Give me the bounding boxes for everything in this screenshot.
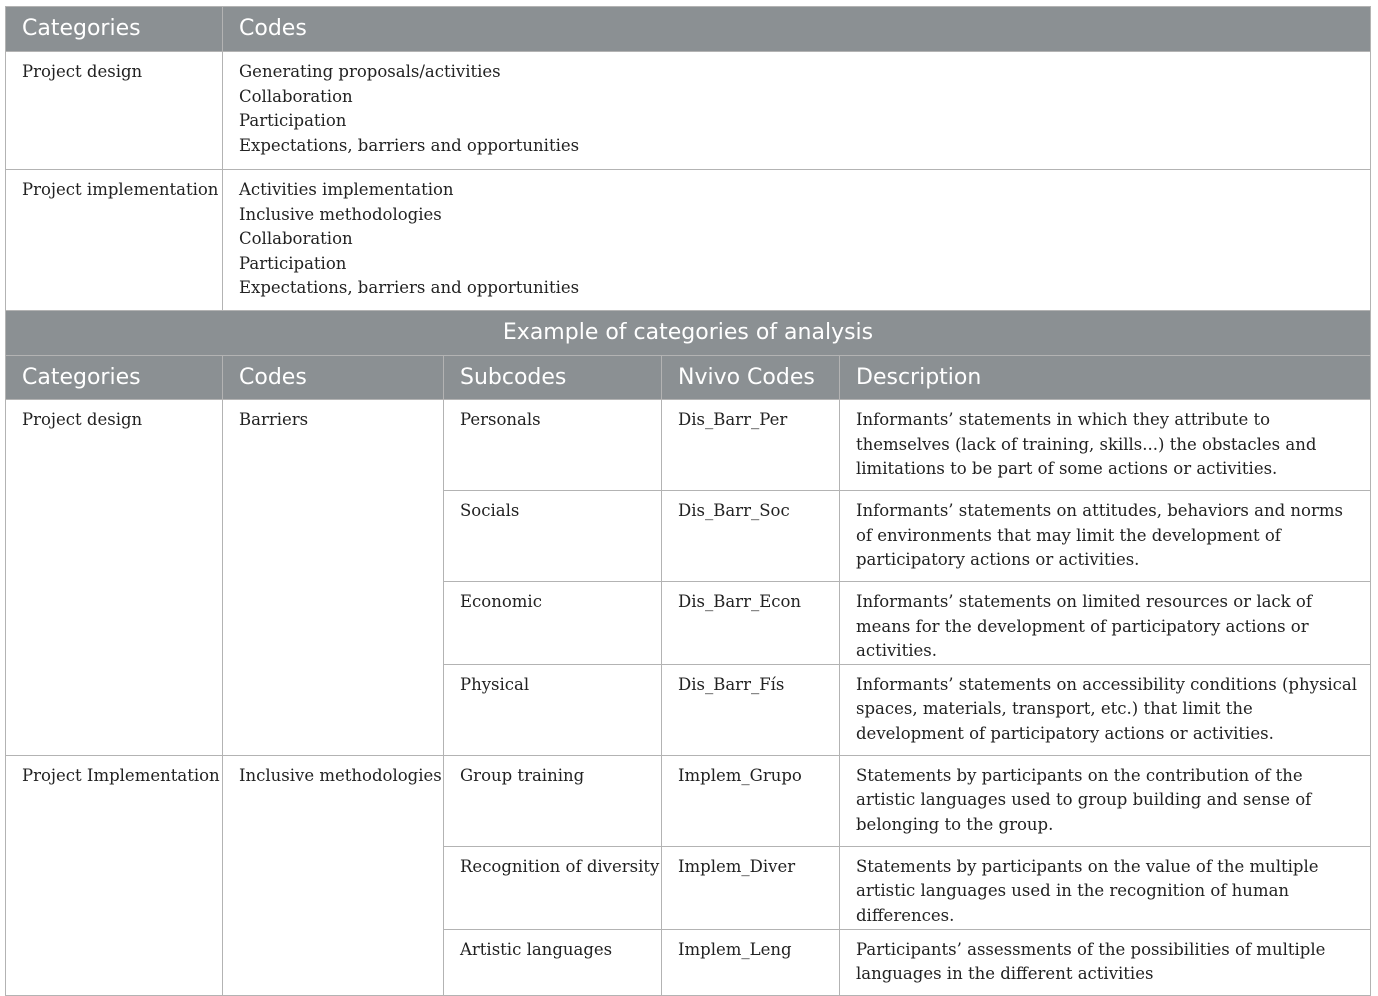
example-title-row [6,311,1371,356]
table-row [6,755,1371,846]
bottom-header-row [6,356,1371,400]
header-categories: Categories [6,356,223,400]
top-header-row [6,7,1371,52]
header-description: Description [840,356,1371,400]
code-cell: Barriers [223,400,444,756]
subcode-cell: Socials [444,491,662,582]
table-row [6,400,1371,491]
code-item: Expectations, barriers and opportunities [239,278,580,298]
header-subcodes: Subcodes [444,356,662,400]
code-item: Activities implementation [239,180,454,199]
code-item: Participation [239,253,347,273]
nvivo-code-cell: Implem_Diver [662,846,840,929]
nvivo-code-cell: Implem_Grupo [662,755,840,846]
header-categories: Categories [6,7,223,52]
nvivo-code-cell: Dis_Barr_Soc [662,491,840,582]
header-codes: Codes [223,7,1371,52]
code-item: Expectations, barriers and opportunities [239,135,580,155]
code-item: Participation [239,111,347,131]
subcode-cell: Physical [444,664,662,755]
category-cell: Project design [6,400,223,756]
codes-cell [223,170,1371,311]
category-cell: Project implementation [6,170,223,311]
description-cell: Participants’ assessments of the possibilities of multiple languages in the different activities [840,929,1371,995]
header-codes: Codes [223,356,444,400]
subcode-cell: Recognition of diversity [444,846,662,929]
description-cell: Informants’ statements on attitudes, behaviors and norms of environments that may limit the development of participatory actions or activities. [840,491,1371,582]
description-cell: Statements by participants on the value of the multiple artistic languages used in the recognition of human differences. [840,846,1371,929]
code-cell: Inclusive methodologies [223,755,444,995]
code-item: Generating proposals/activities [239,62,501,81]
table-row [6,52,1371,170]
description-cell: Informants’ statements in which they attribute to themselves (lack of training, skills...) the obstacles and limitations to be part of some actions or activities. [840,400,1371,491]
categories-table-container [5,6,1370,996]
code-item: Inclusive methodologies [239,204,442,224]
category-cell: Project Implementation [6,755,223,995]
nvivo-code-cell: Dis_Barr_Econ [662,582,840,665]
header-nvivo-codes: Nvivo Codes [662,356,840,400]
description-cell: Statements by participants on the contribution of the artistic languages used to group building and sense of belonging to the group. [840,755,1371,846]
example-title: Example of categories of analysis [6,311,1371,356]
subcode-cell: Personals [444,400,662,491]
codes-cell [223,52,1371,170]
table-row [6,170,1371,311]
description-cell: Informants’ statements on accessibility conditions (physical spaces, materials, transport, etc.) that limit the development of participatory actions or activities. [840,664,1371,755]
category-cell: Project design [6,52,223,170]
subcode-cell: Group training [444,755,662,846]
nvivo-code-cell: Implem_Leng [662,929,840,995]
description-cell: Informants’ statements on limited resources or lack of means for the development of participatory actions or activities. [840,582,1371,665]
code-item: Collaboration [239,229,353,249]
nvivo-code-cell: Dis_Barr_Fís [662,664,840,755]
subcode-cell: Economic [444,582,662,665]
categories-table [5,6,1371,996]
subcode-cell: Artistic languages [444,929,662,995]
nvivo-code-cell: Dis_Barr_Per [662,400,840,491]
code-item: Collaboration [239,86,353,106]
